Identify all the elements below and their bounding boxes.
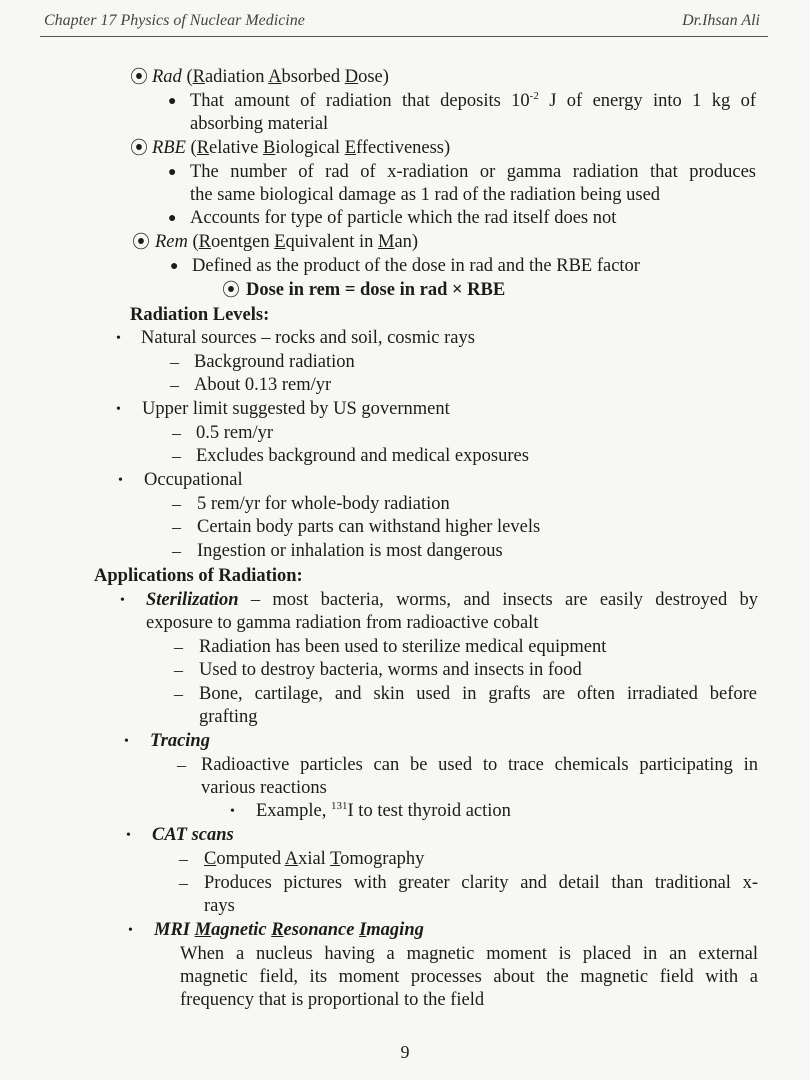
rbe-note: Accounts for type of particle which the rad itself does not xyxy=(190,208,617,228)
radiation-levels-heading: Radiation Levels: xyxy=(130,305,270,325)
cat-sub-1: Computed Axial Tomography xyxy=(204,849,425,869)
tracing-heading: Tracing xyxy=(150,731,210,751)
tracing-sub-1: Radioactive particles can be used to trace chemicals participating in xyxy=(201,755,758,775)
bullet-icon: • xyxy=(118,473,123,488)
dash-icon: – xyxy=(174,660,183,680)
natural-sub-1: Background radiation xyxy=(194,352,355,372)
bullet-icon: • xyxy=(128,923,133,938)
dash-icon: – xyxy=(179,873,188,893)
cat-sub-2-cont: rays xyxy=(204,896,235,916)
sterilization-sub-3: Bone, cartilage, and skin used in grafts are often irradiated before xyxy=(199,684,757,704)
rad-definition-cont: absorbing material xyxy=(190,114,329,134)
occupational: Occupational xyxy=(144,470,243,490)
dash-icon: – xyxy=(179,849,188,869)
sterilization-sub-1: Radiation has been used to sterilize medical equipment xyxy=(199,637,607,657)
tracing-example: Example, $^{131}$I to test thyroid action xyxy=(256,799,511,821)
mri-heading: MRI Magnetic Resonance Imaging xyxy=(154,920,424,940)
dash-icon: – xyxy=(172,541,181,561)
bullet-icon: • xyxy=(230,804,235,819)
dash-icon: – xyxy=(172,446,181,466)
sterilization-line: Sterilization – most bacteria, worms, and insects are easily destroyed by xyxy=(146,590,758,610)
circled-bullet-icon: ⦿ xyxy=(132,232,150,252)
rad-heading: Rad (Radiation Absorbed Dose) xyxy=(152,67,389,87)
header-rule xyxy=(40,36,768,37)
upper-limit: Upper limit suggested by US government xyxy=(142,399,450,419)
page-number: 9 xyxy=(400,1042,410,1062)
dash-icon: – xyxy=(174,684,183,704)
tracing-sub-1-cont: various reactions xyxy=(201,778,327,798)
header-author: Dr.Ihsan Ali xyxy=(682,12,760,29)
sterilization-sub-3-cont: grafting xyxy=(199,707,258,727)
page-header xyxy=(44,12,760,36)
cat-heading: CAT scans xyxy=(152,825,234,845)
occupational-sub-1: 5 rem/yr for whole-body radiation xyxy=(197,494,450,514)
bullet-icon: • xyxy=(116,331,121,346)
bullet-icon: • xyxy=(124,734,129,749)
header-chapter-title: Chapter 17 Physics of Nuclear Medicine xyxy=(44,12,305,29)
bullet-icon: ● xyxy=(168,165,177,180)
occupational-sub-3: Ingestion or inhalation is most dangerous xyxy=(197,541,503,561)
bullet-icon: ● xyxy=(168,211,177,226)
circled-bullet-icon: ⦿ xyxy=(130,67,148,87)
circled-bullet-icon: ⦿ xyxy=(222,280,240,300)
rem-heading: Rem (Roentgen Equivalent in Man) xyxy=(155,232,419,252)
dash-icon: – xyxy=(172,494,181,514)
rem-formula: Dose in rem = dose in rad × RBE xyxy=(246,280,506,300)
occupational-sub-2: Certain body parts can withstand higher levels xyxy=(197,517,541,537)
dash-icon: – xyxy=(172,517,181,537)
applications-heading: Applications of Radiation: xyxy=(94,566,303,586)
rbe-heading: RBE (Relative Biological Effectiveness) xyxy=(152,138,451,158)
bullet-icon: • xyxy=(126,828,131,843)
dash-icon: – xyxy=(172,423,181,443)
upper-sub-1: 0.5 rem/yr xyxy=(196,423,274,443)
upper-sub-2: Excludes background and medical exposures xyxy=(196,446,529,466)
cat-sub-2: Produces pictures with greater clarity and detail than traditional x- xyxy=(204,873,758,893)
sterilization-sub-2: Used to destroy bacteria, worms and insects in food xyxy=(199,660,582,680)
bullet-icon: • xyxy=(116,402,121,417)
bullet-icon: ● xyxy=(170,259,179,274)
dash-icon: – xyxy=(174,637,183,657)
rem-definition: Defined as the product of the dose in rad and the RBE factor xyxy=(192,256,640,276)
sterilization-line-cont: exposure to gamma radiation from radioactive cobalt xyxy=(146,613,539,633)
dash-icon: – xyxy=(170,352,179,372)
mri-paragraph-line-3: frequency that is proportional to the field xyxy=(180,990,485,1010)
dash-icon: – xyxy=(170,375,179,395)
circled-bullet-icon: ⦿ xyxy=(130,138,148,158)
rbe-definition: The number of rad of x-radiation or gamma radiation that produces xyxy=(190,162,756,182)
bullet-icon: ● xyxy=(168,94,177,109)
mri-paragraph-line-2: magnetic field, its moment processes about the magnetic field with a xyxy=(180,967,758,987)
dash-icon: – xyxy=(177,755,186,775)
natural-sub-2: About 0.13 rem/yr xyxy=(194,375,332,395)
natural-sources: Natural sources – rocks and soil, cosmic rays xyxy=(141,328,475,348)
rad-definition: That amount of radiation that deposits $10^{-2}$ J of energy into 1 kg of xyxy=(190,89,756,111)
rbe-definition-cont: the same biological damage as 1 rad of the radiation being used xyxy=(190,185,661,205)
mri-paragraph-line-1: When a nucleus having a magnetic moment is placed in an external xyxy=(180,944,758,964)
bullet-icon: • xyxy=(120,593,125,608)
